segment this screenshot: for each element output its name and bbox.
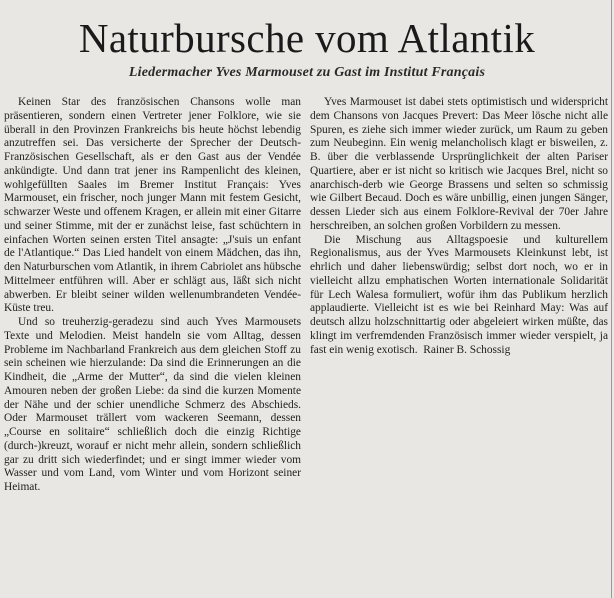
article-column-right	[310, 96, 608, 357]
article-column-left	[4, 96, 301, 495]
article-paragraph: Yves Marmouset ist dabei stets optimistisch und widerspricht dem Chansons von Jacques Prevert: Das Meer lösche nicht alle Spuren, es ziehe sich immer wieder zurück, um Raum zu geben zum Neubeginn. Ein wenig melancholisch klagt er bisweilen, z. B. über die verblassende Ursprünglichkeit der alten Pariser Quartiere, aber er ist nicht so kritisch wie Jacques Brel, nicht so anarchisch-derb wie George Brassens und selten so schmissig wie Gilbert Becaud. Doch es wäre unbillig, einen jungen Sänger, dessen Lieder sich aus einem Folklore-Revival der 70er Jahre herschreiben, an solchen großen Vorbildern zu messen.	[310, 96, 608, 232]
clipping-edge	[611, 0, 612, 598]
article-paragraph-last	[310, 234, 608, 358]
article-paragraph: Keinen Star des französischen Chansons wolle man präsentieren, sondern einen Vertreter jener Folklore, wie sie überall in den Provinzen Frankreichs bis heute höchst lebendig anzutreffen sei. Das versicherte der Sprecher der Deutsch-Französischen Gesellschaft, als er den Gast aus der Vendée ankündigte. Und dann trat jener ins Rampenlicht des kleinen, wohlgefüllten Saales im Bremer Institut Français: Yves Marmouset, ein frischer, noch junger Mann mit festem Gesicht, schwarzer Weste und offenem Kragen, er allein mit einer Gitarre und seiner Stimme, mit der er zunächst leise, fast schüchtern in einfachen Worten seinen ersten Titel ansagte: „J'suis un enfant de l'Atlantique.“ Das Lied handelt von einem Mädchen, das ihn, den Naturburschen vom Atlantik, in ihrem Cabriolet ans hübsche Mittelmeer entführen will. Aber er schlägt aus, läßt sich nicht abwerben. Er bleibt seiner wilden wellenumbrandeten Vendée-Küste treu.	[4, 96, 301, 315]
article-paragraph: Und so treuherzig-geradezu sind auch Yves Marmousets Texte und Melodien. Meist handeln sie vom Alltag, dessen Probleme im Nachbarland Frankreich aus dem gleichen Stoff zu sein scheinen wie hierzulande: Da sind die Erinnerungen an die Kindheit, die „Arme der Mutter“, da sind die vielen kleinen Amouren neben der großen Liebe: da sind die kurzen Momente der Nähe und der schier unendliche Schmerz des Abschieds. Oder Marmouset trällert vom wackeren Seemann, dessen „Course en solitaire“ schließlich doch die einzig Richtige (durch-)kreuzt, worauf er nicht mehr allein, sondern schließlich gar zu dritt sich wiederfindet; und er singt immer wieder vom Wasser und vom Land, vom Winter und vom Horizont seiner Heimat.	[4, 316, 301, 493]
article-subheadline: Liedermacher Yves Marmouset zu Gast im Institut Français	[128, 65, 486, 80]
article-author: Rainer B. Schossig	[423, 343, 511, 356]
article-headline: Naturbursche vom Atlantik	[78, 15, 536, 61]
article-paragraph-text: Die Mischung aus Alltagspoesie und kulturellem Regionalismus, aus der Yves Marmousets Kleinkunst lebt, ist ehrlich und daher liebenswürdig; selbst dort noch, wo er in vielleicht allzu emphatischen Worten internationale Solidarität für Lech Walesa formuliert, wofür ihm das Publikum herzlich applaudierte. Vielleicht ist es wie bei Reinhard May: Was auf deutsch allzu holzschnittartig oder abgeleiert wirken müßte, das klingt im verfremdenden Französisch immer wieder verspielt, ja fast ein wenig exotisch.	[310, 233, 608, 356]
